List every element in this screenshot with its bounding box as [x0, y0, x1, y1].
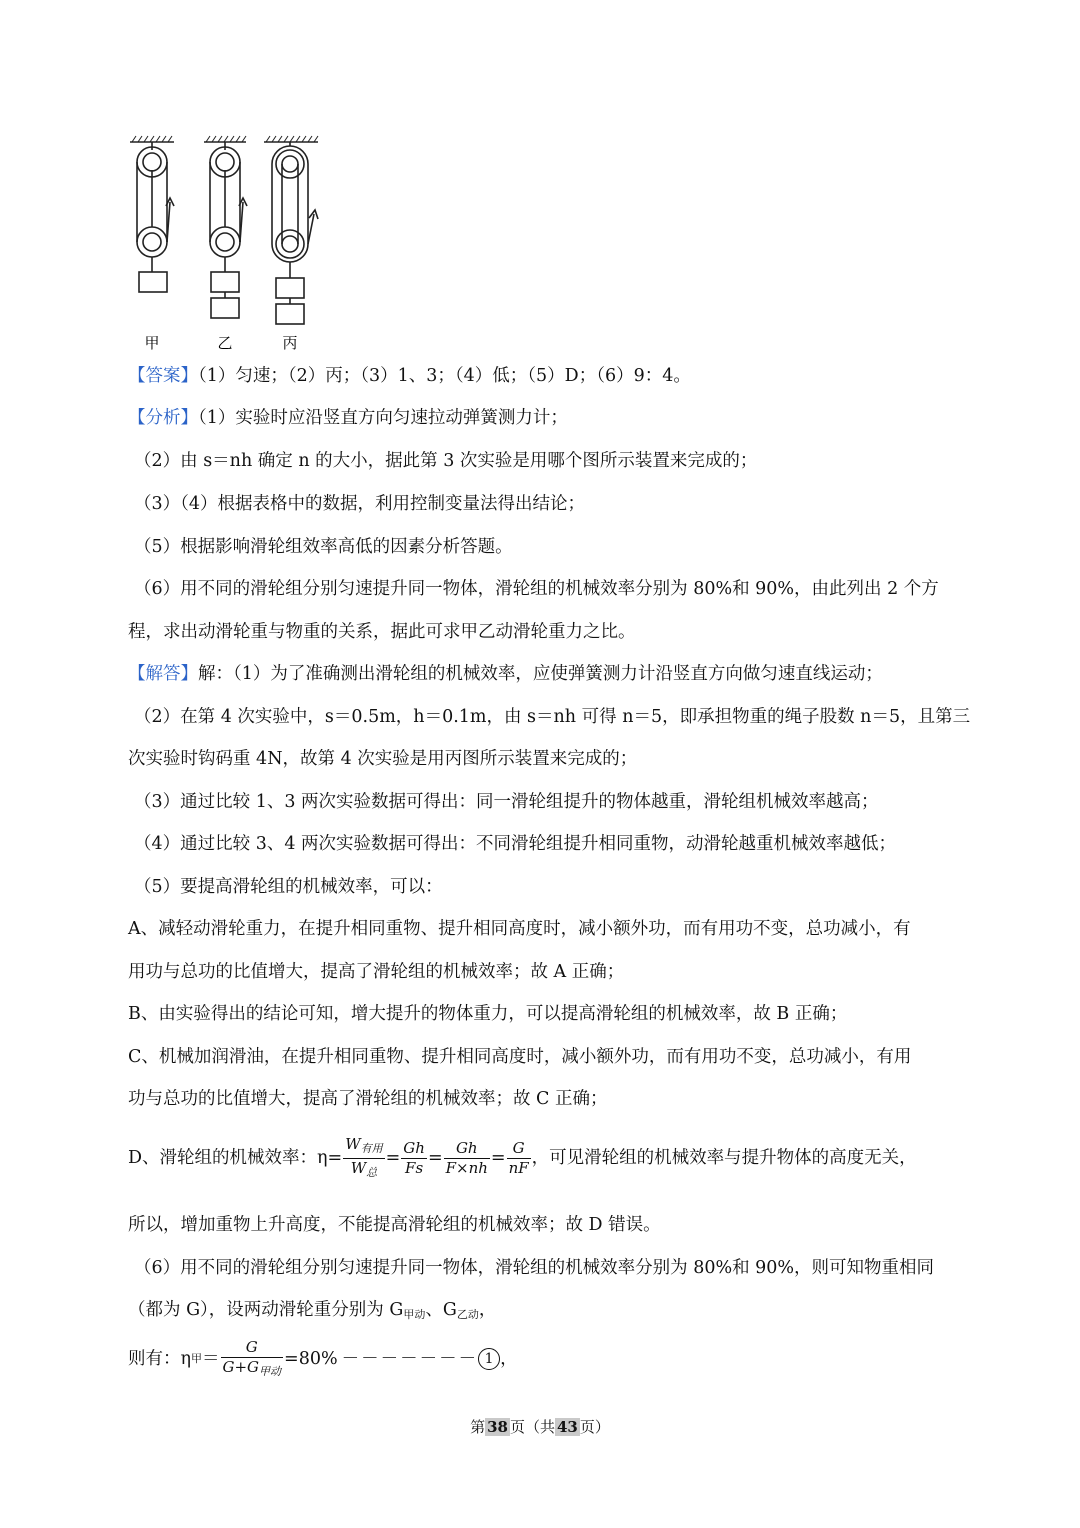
answer-text: （1）匀速；（2）丙；（3）1、3；（4）低；（5）D；（6）9：4。 [198, 366, 691, 386]
text-line: （3）通过比较 1、3 两次实验数据可得出：同一滑轮组提升的物体越重，滑轮组机械效率越高； [134, 792, 879, 812]
w-useful-sub: 有用 [360, 1141, 383, 1155]
text-line: （5）要提高滑轮组的机械效率，可以： [134, 877, 443, 897]
answer-tag: 【答案】 [128, 366, 198, 386]
g-line-pre: （都为 G），设两动滑轮重分别为 G [128, 1300, 404, 1320]
page-number: 38 [487, 1418, 508, 1436]
footer-post: 页） [579, 1418, 610, 1436]
answer-line [128, 364, 980, 388]
figure-label-jia: 甲 [144, 334, 160, 352]
fraction-g-nf [507, 1139, 531, 1178]
analysis-line [128, 406, 980, 430]
footer-pre: 第 [470, 1418, 486, 1436]
text-line: 所以，增加重物上升高度，不能提高滑轮组的机械效率；故 D 错误。 [128, 1215, 661, 1235]
fraction-gh-fnh [444, 1139, 490, 1178]
solution-line [128, 662, 980, 686]
g-line-post: ， [478, 1300, 497, 1320]
eta-sub: 甲 [191, 1352, 202, 1365]
eta-post: =80% [284, 1349, 338, 1369]
eta-dashes: －－－－－－－ [341, 1349, 479, 1369]
w-total-sub: 总 [366, 1165, 378, 1179]
figure-label-yi: 乙 [217, 334, 233, 352]
g-line-mid: 、G [425, 1300, 457, 1320]
w-numerator: W [345, 1134, 361, 1153]
fraction-w [343, 1135, 384, 1182]
text-line: （6）用不同的滑轮组分别匀速提升同一物体，滑轮组的机械效率分别为 80%和 90%，则可知物重相同 [134, 1258, 935, 1278]
text-line: C、机械加润滑油，在提升相同重物、提升相同高度时，减小额外功，而有用功不变，总功减小，有用 [128, 1047, 912, 1067]
nf-denominator: nF [508, 1158, 529, 1177]
text-line: 次实验时钩码重 4N，故第 4 次实验是用丙图所示装置来完成的； [128, 749, 638, 769]
eta-line [128, 1334, 980, 1384]
analysis-text: （1）实验时应沿竖直方向匀速拉动弹簧测力计； [198, 408, 568, 428]
eta-end: ， [500, 1349, 518, 1369]
text-line: （2）由 s＝nh 确定 n 的大小，据此第 3 次实验是用哪个图所示装置来完成的； [134, 451, 758, 471]
w-denominator: W [350, 1158, 367, 1177]
pulley-figure [122, 132, 334, 356]
page-total: 43 [557, 1418, 578, 1436]
g-numerator: G [507, 1139, 531, 1159]
eta-pre: 则有：η [128, 1349, 191, 1369]
text-line: 程，求出动滑轮重与物重的关系，据此可求甲乙动滑轮重力之比。 [128, 622, 636, 642]
eta-den-sub: 甲动 [259, 1364, 282, 1378]
eta-numerator: G [221, 1338, 284, 1358]
fnh-denominator: F×nh [445, 1158, 488, 1177]
text-line: （2）在第 4 次实验中，s＝0.5m，h＝0.1m，由 s＝nh 可得 n＝5，即承担物重的绳子股数 n＝5，且第三 [134, 707, 971, 727]
formula-prefix: D、滑轮组的机械效率：η= [128, 1148, 343, 1168]
text-line: （4）通过比较 3、4 两次实验数据可得出：不同滑轮组提升相同重物，动滑轮越重机械效率越低； [134, 834, 897, 854]
fs-denominator: Fs [405, 1158, 424, 1177]
text-line: （5）根据影响滑轮组效率高低的因素分析答题。 [134, 537, 513, 557]
circled-number: 1 [478, 1348, 500, 1370]
gh-numerator-2: Gh [444, 1139, 490, 1159]
fraction-gh-fs [401, 1139, 427, 1178]
eta-denominator: G+G [222, 1357, 260, 1376]
g-yi-sub: 乙动 [456, 1308, 479, 1321]
g-jia-sub: 甲动 [403, 1308, 426, 1321]
pulley-diagram [122, 132, 334, 356]
solution-text: 解：（1）为了准确测出滑轮组的机械效率，应使弹簧测力计沿竖直方向做匀速直线运动； [198, 664, 883, 684]
text-line: B、由实验得出的结论可知，增大提升的物体重力，可以提高滑轮组的机械效率，故 B 正确； [128, 1004, 848, 1024]
fraction-eta [221, 1338, 284, 1381]
page-footer [0, 1416, 1080, 1437]
text-line: 功与总功的比值增大，提高了滑轮组的机械效率；故 C 正确； [128, 1089, 608, 1109]
formula-line-d: D、滑轮组的机械效率：η= $\frac{W_{有用}}{W_总}$ = $\frac{Gh}{Fs}$ = $\frac{Gh}{F\times nh}$ = $\frac{G}{nF}$ ，可见滑轮组的机械效率与提升物体的高度无关， [128, 1128, 980, 1188]
footer-mid: 页（共 [509, 1418, 555, 1436]
text-line: 用功与总功的比值增大，提高了滑轮组的机械效率；故 A 正确； [128, 962, 625, 982]
formula-suffix: ，可见滑轮组的机械效率与提升物体的高度无关， [531, 1148, 917, 1168]
gh-numerator: Gh [403, 1138, 425, 1157]
analysis-tag: 【分析】 [128, 408, 198, 428]
g-line [128, 1298, 980, 1327]
text-line: （6）用不同的滑轮组分别匀速提升同一物体，滑轮组的机械效率分别为 80%和 90%，由此列出 2 个方 [134, 579, 939, 599]
text-line: （3）（4）根据表格中的数据，利用控制变量法得出结论； [134, 494, 586, 514]
eta-eq: ＝ [202, 1349, 220, 1369]
solution-tag: 【解答】 [128, 664, 198, 684]
figure-label-bing: 丙 [282, 334, 298, 352]
text-line: A、减轻动滑轮重力，在提升相同重物、提升相同高度时，减小额外功，而有用功不变，总功减小，有 [128, 919, 911, 939]
